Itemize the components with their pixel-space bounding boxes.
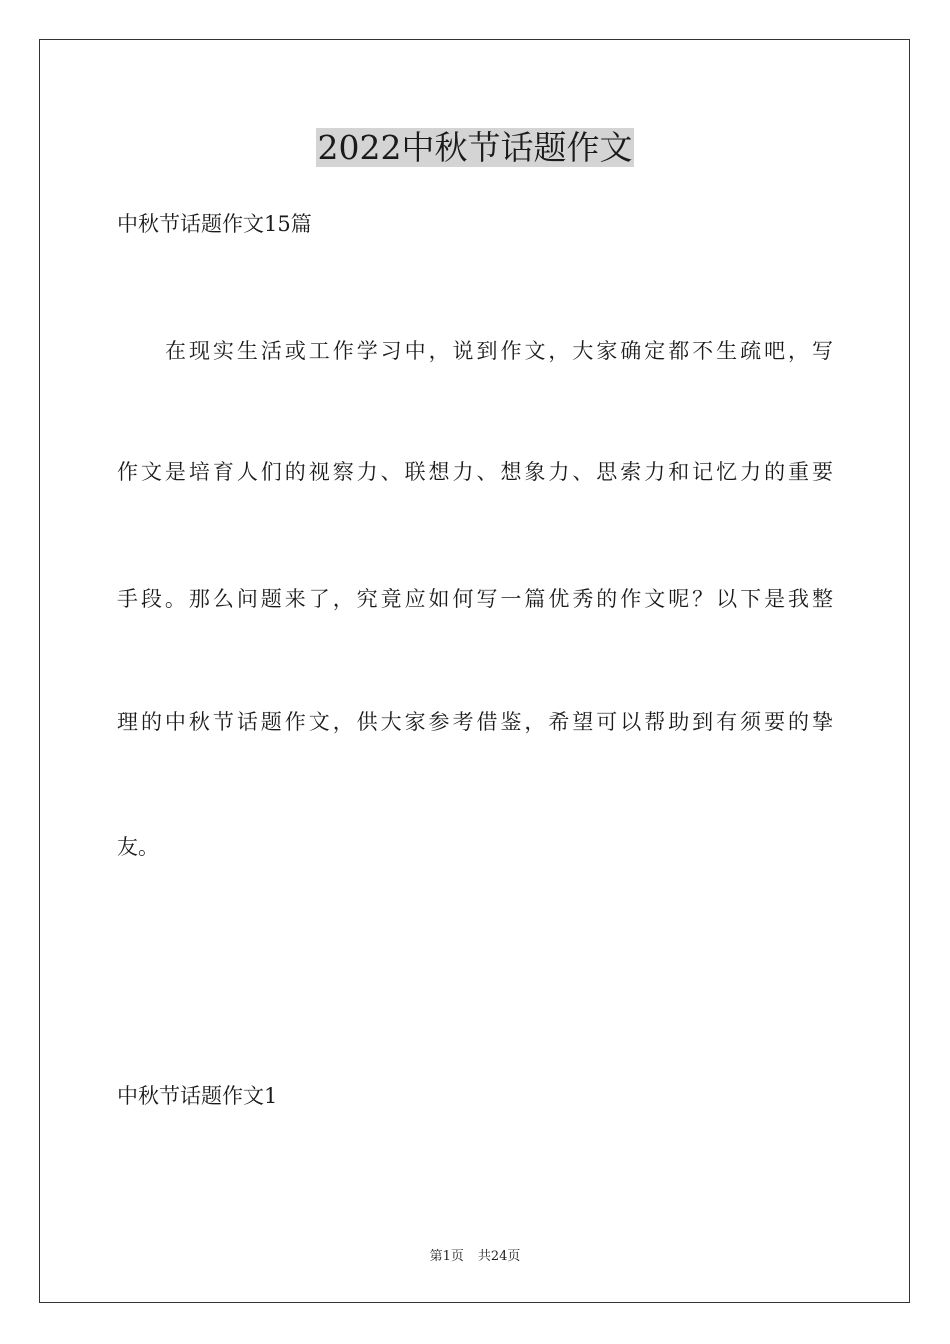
page-total: 共24页 bbox=[477, 1249, 521, 1264]
paragraph-line-3: 手段。那么问题来了，究竟应如何写一篇优秀的作文呢？以下是我整 bbox=[117, 587, 833, 611]
document-subtitle: 中秋节话题作文15篇 bbox=[117, 212, 312, 236]
document-title bbox=[0, 126, 950, 170]
paragraph-line-4: 理的中秋节话题作文，供大家参考借鉴，希望可以帮助到有须要的挚 bbox=[117, 710, 833, 734]
page-number: 第1页 bbox=[429, 1249, 464, 1264]
paragraph-line-1: 在现实生活或工作学习中，说到作文，大家确定都不生疏吧，写 bbox=[165, 339, 833, 363]
page-footer bbox=[0, 1248, 950, 1266]
paragraph-line-5: 友。 bbox=[117, 835, 159, 859]
section-heading: 中秋节话题作文1 bbox=[117, 1084, 278, 1108]
document-title-text: 2022中秋节话题作文 bbox=[317, 128, 633, 167]
paragraph-line-2: 作文是培育人们的视察力、联想力、想象力、思索力和记忆力的重要 bbox=[117, 460, 833, 484]
